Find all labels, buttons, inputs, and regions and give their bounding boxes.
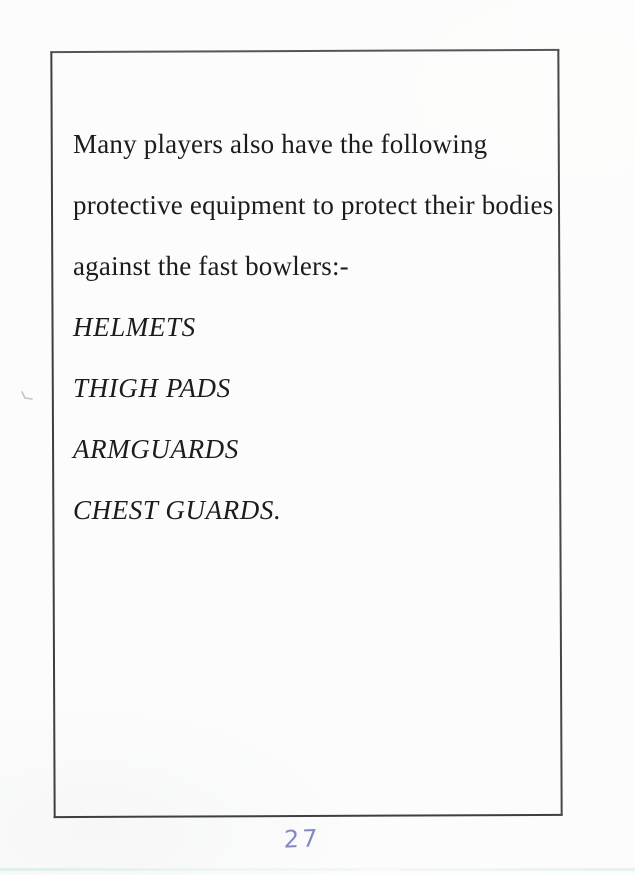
pencil-smudge-mark [19, 391, 35, 404]
text-block [73, 114, 554, 541]
scan-edge-artifact [0, 868, 635, 871]
equipment-item: CHEST GUARDS. [73, 495, 282, 525]
paragraph-line: protective equipment to protect their bodies [73, 190, 554, 220]
paragraph-line: Many players also have the following [73, 129, 488, 159]
paragraph-line: against the fast bowlers:- [73, 251, 349, 281]
handwritten-page-number: 27 [283, 824, 321, 854]
equipment-item: ARMGUARDS [73, 434, 239, 464]
equipment-item: THIGH PADS [73, 373, 231, 403]
equipment-item: HELMETS [73, 312, 196, 342]
